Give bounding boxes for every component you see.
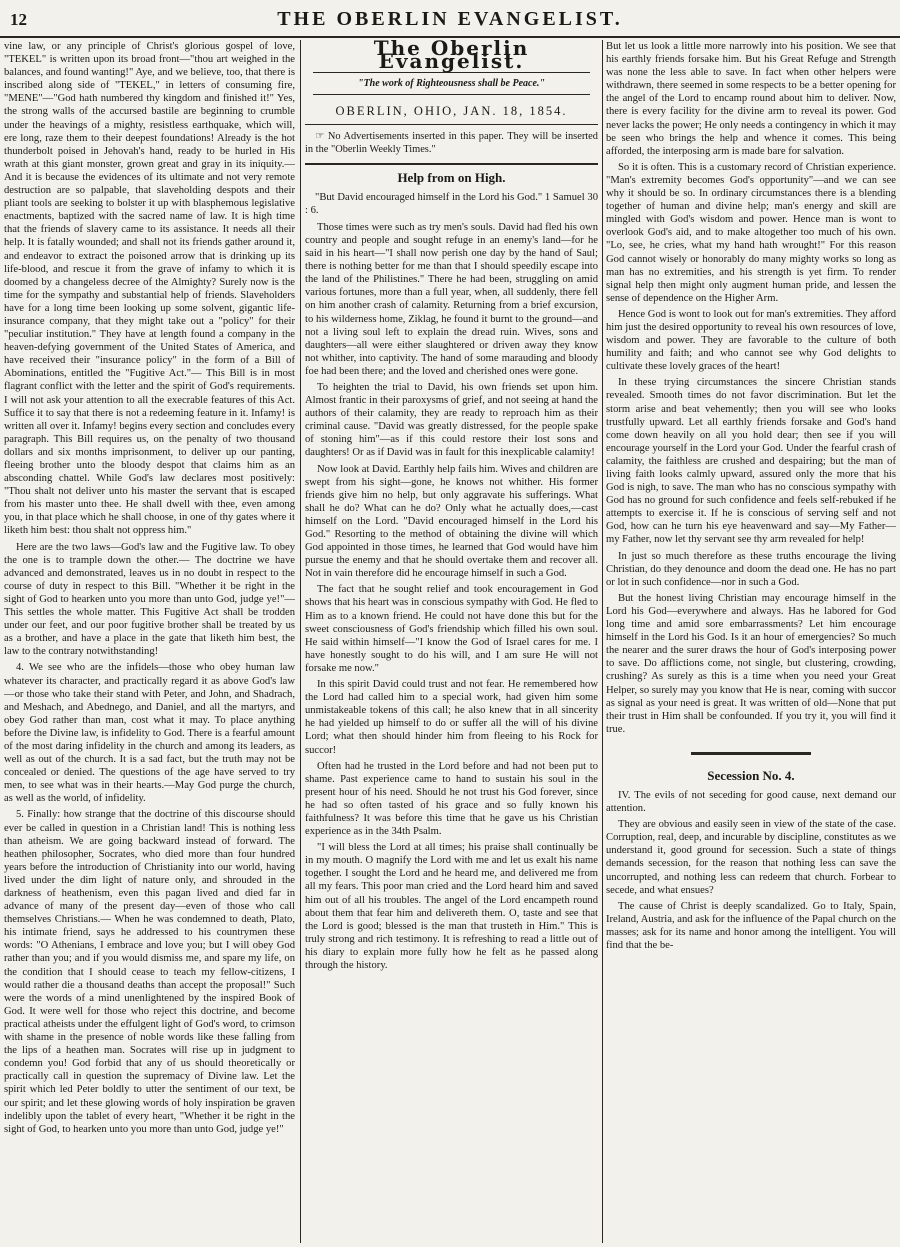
epigraph: "But David encouraged himself in the Lord his God." 1 Samuel 30 : 6. [305,191,598,216]
paragraph: 5. Finally: how strange that the doctrine of this discourse should ever be called in question in a Christian land! This is nothing less than atheism. We are going backward instead of forward. The heathen philosopher, Socrates, who died more than four hundred years before the introduction of Christianity into our world, having lived under the dim light of nature only, and shrouded in the darkness of heathenism, even this pagan lived and died far in advance of many of the present day—even of those who call themselves Christians.— When he was condemned to death, Plato, his intimate friend, says he addressed to his countrymen these words: "O Athenians, I embrace and love you; but I will obey God rather than you; and if you would dismiss me, and spare my life, on the condition that I should cease to teach my fellow-citizens, I would rather die a thousand deaths than accept the proposal!" Such were the words of a mind unenlightened by the inspired Book of God. It were well for those who reject this doctrine, and become practical atheists under the effulgent light of God's word, to crimson with shame in the presence of noble words like these falling from the lips of a heathen man. Socrates will rise up in judgment to condemn you! God forbid that any of us should theoretically or practically call in question the supremacy of Divine law. Let the spirit which led Peter boldly to utter the sentiment of our text, be our spirit; and let these glowing words of holy inspiration be graven indelibly upon the tablet of every heart, "Whether it be right in the sight of God, to hearken unto you more than unto God, judge ye!" [4,809,295,1135]
paragraph: Now look at David. Earthly help fails him. Wives and children are swept from his sight—gone, he knows not whither. His former friends give him no help, but only aggravate his sufferings. What shall he do? What can he do? Only what he actually does,—cast himself on the Lord. "David encouraged himself in the Lord his God." Resorting to the method of obtaining the divine will which God appointed in those times, he learned that God would have him pursue the enemy and that he should overtake them and recover all. Not in vain therefore did he encourage himself in such a God. [305,463,598,580]
paragraph: But let us look a little more narrowly into his position. We see that his earthly friends forsake him. But his Great Refuge and Strength was none the less able to save. In fact when other helpers were withdrawn, there seemed in some respects to be a better opening for the angel of the Lord to encamp round about him to deliver. Now, there is every facility for the divine arm to reveal its power. God never lacks the power; He only needs a contingency in which it may be seen who brings the help and whence it comes. This being afforded, the interposing arm is made bare for salvation. [606,41,896,157]
paragraph: Those times were such as try men's souls. David had fled his own country and people and sought refuge in an enemy's land—for he said in his heart—"I shall now perish one day by the hand of Saul; there is nothing better for me than that I should speedily escape into the land of the Philistines." There he had been, struggling on amid various fortunes, more than a full year, when, all suddenly, there fell on him another crash of calamity. Returning from a brief excursion, to his wilderness home, Ziklag, he found it burnt to the ground—and not a living soul left to explain the dread ruin. Wives, sons and daughters—all were either slaughtered or driven away they know not whither, into captivity. The hand of some marauding and bloody foe had been there; and the loved and cherished ones were gone. [305,221,598,377]
paragraph: 4. We see who are the infidels—those who obey human law whatever its character, and practically regard it as above God's law—or those who take their stand with Peter, and John, and Shadrach, and Meshach, and Abednego, and Daniel, and all the martyrs, and obey God rather than man, cost what it may. To place anything before the Divine law, is infidelity to God. There is a fearful amount of the most daring infidelity in the church and among its leaders, as well as out of the church. It is a sad fact, but the truth may not be concealed or denied. The questions of the age have served to try men, to see what was in their hearts.—May God purge the church, as well as the world, of infidelity. [4,662,295,805]
column-middle [305,40,598,1240]
paragraph: In these trying circumstances the sincere Christian stands revealed. Smooth times do not favor discrimination. But let the storm arise and beat vehemently; then you will see who looks trustfully upward. Let all earthly friends forsake and God's hand come down heavily on all you hold dear; then see if you will encourage yourself in the Lord your God. Under the fearful crash of calamity, the faithless are crushed and despairing; but the man of living faith looks calmly upward, assured only the more that his God is nigh, to save. The man who has no conscious sympathy with God has no ground for such confidence and feels self-rebuked if he attempts to exercise it. If he is conscious of serving self and not God, how can he turn his eye heavenward and say—My Father—my Father, now let thy servant see thy arm revealed for help! [606,377,896,546]
paragraph: "I will bless the Lord at all times; his praise shall continually be in my mouth. O magnify the Lord with me and let us exalt his name together. I sought the Lord and he heard me, and delivered me from all my fears. This poor man cried and the Lord heard him and saved him out of all his troubles. The angel of the Lord encampeth round about them that fear him and delivereth them. O, taste and see that the Lord is good; blessed is the man that trusteth in Him." This is truly strong and rich testimony. It is refreshing to read a little out of his diary to explain more fully how he felt as he passed along through the history. [305,842,598,971]
paragraph: To heighten the trial to David, his own friends set upon him. Almost frantic in their paroxysms of grief, and not seeing at hand the authors of their calamity, they are ready to reproach him as their criminal cause. "David was greatly distressed, for the people spake of stoning him"—as if this could restore their lost sons and daughters! Or as if David was in fault for this inexplicable calamity! [305,381,598,459]
running-title: THE OBERLIN EVANGELIST. [277,8,623,30]
masthead-motto: "The work of Righteousness shall be Peace." [313,72,590,95]
column-left [4,40,295,1240]
paragraph: Hence God is wont to look out for man's extremities. They afford him just the desired opportunity to reveal his own resources of love, wisdom and power. They are favorable to the culture of both humility and faith; and who cannot see why God delights to cultivate these lovely graces of the heart! [606,308,896,373]
paragraph: In just so much therefore as these truths encourage the living Christian, do they denounce and doom the dead one. He has no part or lot in such confidence—nor in such a God. [606,550,896,588]
paragraph: But the honest living Christian may encourage himself in the Lord his God—everywhere and always. Has he labored for God long time and amid sore embarrassments? Let him encourage himself in the Lord his God. Is it an hour of emergencies? So much the nearer and the surer draws the hour of God's interposing power to save. Do afflictions come, not single, but clustering, crowding, crushing? As surely as this is a time when you need your Great Helper, so surely may you know that He is near, coming with succor as signal as your need is great. It was written of old—None that put their trust in Him shall be confounded. If you try it, you will find it true. [606,592,896,735]
column-rule-right [602,40,603,1243]
article-heading: Secession No. 4. [707,767,795,783]
paragraph: Here are the two laws—God's law and the Fugitive law. To obey the one is to trample down the other.— The doctrine we have advanced and demonstrated, leaves us in no doubt in respect to the course of duty in respect to this Bill. "Whether it be right in the sight of God to hearken unto you more than unto God, judge ye!"— This settles the whole matter. This Fugitive Act shall be trodden under our feet, and our poor fugitive brother shall be treated by us as a brother, and have a place in the gate that liketh him best, the law to the contrary notwithstanding! [4,541,295,658]
page-number: 12 [10,10,27,29]
column-right [606,40,896,1240]
paragraph: The cause of Christ is deeply scandalized. Go to Italy, Spain, Ireland, Austria, and ask for the influence of the Papal church on the masses; ask for its name and honor among the intelligent. You will find that the be- [606,900,896,951]
dateline: OBERLIN, OHIO, JAN. 18, 1854. [305,101,598,125]
paragraph: In this spirit David could trust and not fear. He remembered how the Lord had called him to a special work, had given him some unmistakeable tokens of this call; he also knew that in all sincerity he had yielded up himself to do or suffer all the will of his divine Lord; what then should hinder him from fleeing to his Rock for succor! [305,679,598,756]
page-header [0,0,900,38]
masthead [305,40,598,125]
column-rule-left [300,40,301,1243]
paragraph: The fact that he sought relief and took encouragement in God shows that his heart was in conscious sympathy with God. He fled to Him as to a known friend. He could not have done this but for the sweet consciousness of God's friendship which filled his own soul. He said within himself—"I know the God of Israel cares for me. I have honestly sought to do his will, and I am sure He will not forsake me now." [305,584,598,674]
article-heading: Help from on High. [397,169,506,185]
masthead-title: The Oberlin Evangelist. [373,40,530,74]
section-divider [691,752,811,755]
paragraph: Often had he trusted in the Lord before and had not been put to shame. Past experience came to hand to sustain his soul in the present hour of his need. Should he not trust his God forever, since he had so often tasted of his grace and so fully known his faithfulness? It was before this time that he gave us his Christian experience as in the 34th Psalm. [305,760,598,838]
advertising-notice: ☞ No Advertisements inserted in this paper. They will be inserted in the "Oberlin Weekly Times." [305,130,598,164]
paragraph: vine law, or any principle of Christ's glorious gospel of love, "TEKEL" is written upon its broad front—"thou art weighed in the balances, and found wanting!" Aye, and we believe, too, that there is inscribed along side of "TEKEL," in letters of consuming fire, "MENE"—"God hath numbered thy kingdom and finished it!" Yes, the strong walls of the accursed bastile are beginning to crumble under the heavings of a mighty, resistless earthquake, which will, ere long, raze them to their deepest foundations! Already is the hot thunderbolt poised in Jehovah's hand, ready to be hurled in His wrath at this giant monster, grown great and gray in its iniquity.— And it is because the evidences of its ultimate and not very remote destruction are so palpable, that slaveholding despots and their pliant tools are seeking to bolster it up with blasphemous legislative enactments, baptized with the sacred name of law. It is high time that the friends of slavery came to its assistance. It needs all their help. It is fatally wounded; and shall not its friends gather around it, and endeavor to extract the poisoned arrow that is drinking up its life-blood, and rescue it from the grave of infamy to which it is doomed by a changeless decree of the Almighty? Surely now is the time for the sympathy and substantial help of friends. Slaveholders have for a long time been looking up some solvent, gigantic life-insurance company, that they might take out a "policy" for their "peculiar institution." They have at length found a company in the heaven-defying government of the United States of America, and have received their "insurance policy" in the form of a Bill of Abominations, entitled the "Fugitive Act."— This Bill is in most flagrant conflict with the letter and the spirit of God's requirements. I will not ask your attention to all the execrable features of this Act. Suffice it to say that there is not a redeeming feature in it. Infamy! is written all over it. Infamy! begins every section and concludes every paragraph. This Bill requires us, on the penalty of two thousand dollars and six months imprisonment, to deliver up our panting, fleeing brother unto the bloody despot that claims him as an absconding chattel. While God's law declares most positively: "Thou shalt not deliver unto his master the servant that is escaped from his master unto thee. He shall dwell with thee, even among you, in that place which he shall choose, in one of thy gates where it liketh him best: thou shalt not oppress him." [4,41,295,537]
paragraph: IV. The evils of not seceding for good cause, next demand our attention. [606,789,896,815]
paragraph: So it is often. This is a customary record of Christian experience. "Man's extremity becomes God's opportunity"—and we can see why it should be so. In ordinary circumstances there is a blending together of human and divine help; man's energy and skill are mingled with God's wisdom and power. Hence man is wont to overlook God's aid, and to make altogether too much of his own. "Lo, see, he cries, what my hand hath wrought!" For this reason God cannot wisely or honorably do many mighty works so long as man has no extremities, and his strength is yet firm. To render signal help then might only augment human pride, and lessen the sense of dependence on the Higher Arm. [606,161,896,304]
paragraph: They are obvious and easily seen in view of the state of the case. Corruption, real, deep, and incurable by discipline, constitutes as we understand it, good ground for secession. Such a state of things demands secession, for the reason that nothing less can save the uncorrupted, and nothing less can redeem that church. Forbear to secede, and what ensues? [606,819,896,896]
